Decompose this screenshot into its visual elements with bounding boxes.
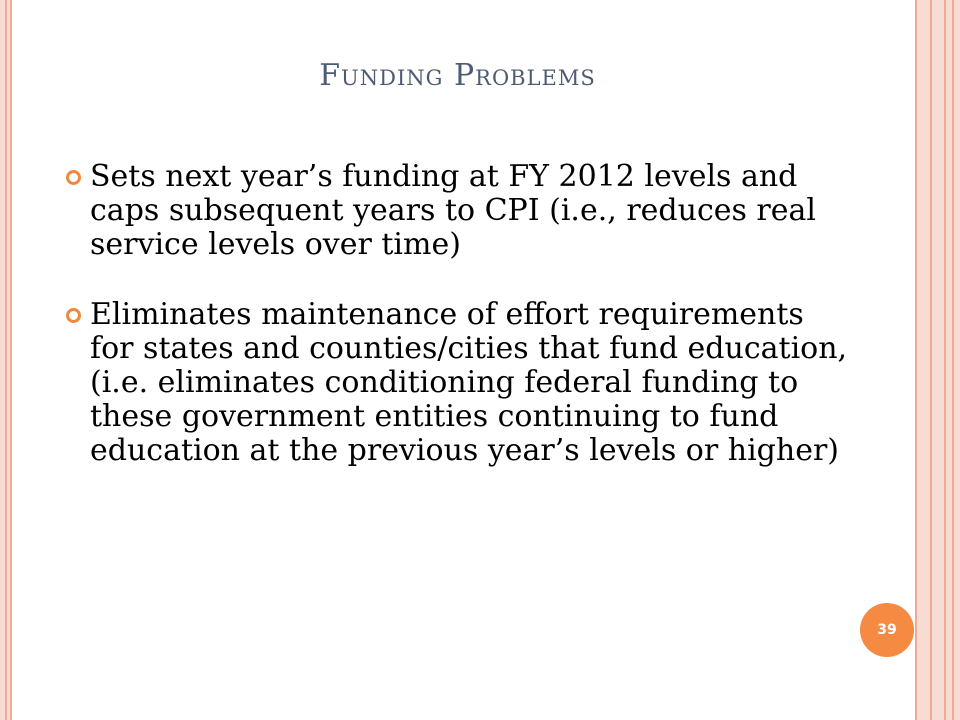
bullet-text: Sets next year’s funding at FY 2012 levels and caps subsequent years to CPI (i.e., reduces real service levels over time)	[90, 159, 817, 262]
bullet-ring-icon	[66, 170, 81, 185]
frame-line	[944, 0, 946, 720]
frame-line	[10, 0, 12, 720]
slide-number-badge: 39	[860, 603, 914, 657]
frame-line	[915, 0, 917, 720]
bullet-ring-icon	[66, 308, 81, 323]
bullet-item	[66, 160, 856, 262]
frame-line	[952, 0, 954, 720]
frame-line	[930, 0, 932, 720]
bullet-item	[66, 298, 856, 468]
slide-title: Funding Problems	[319, 58, 596, 93]
bullet-list	[66, 160, 856, 468]
bullet-text: Eliminates maintenance of effort requirements for states and counties/cities that fund education, (i.e. eliminates conditioning federal funding to these government entities continuing to fund education at the previous year’s levels or higher)	[90, 297, 848, 468]
frame-line	[5, 0, 7, 720]
